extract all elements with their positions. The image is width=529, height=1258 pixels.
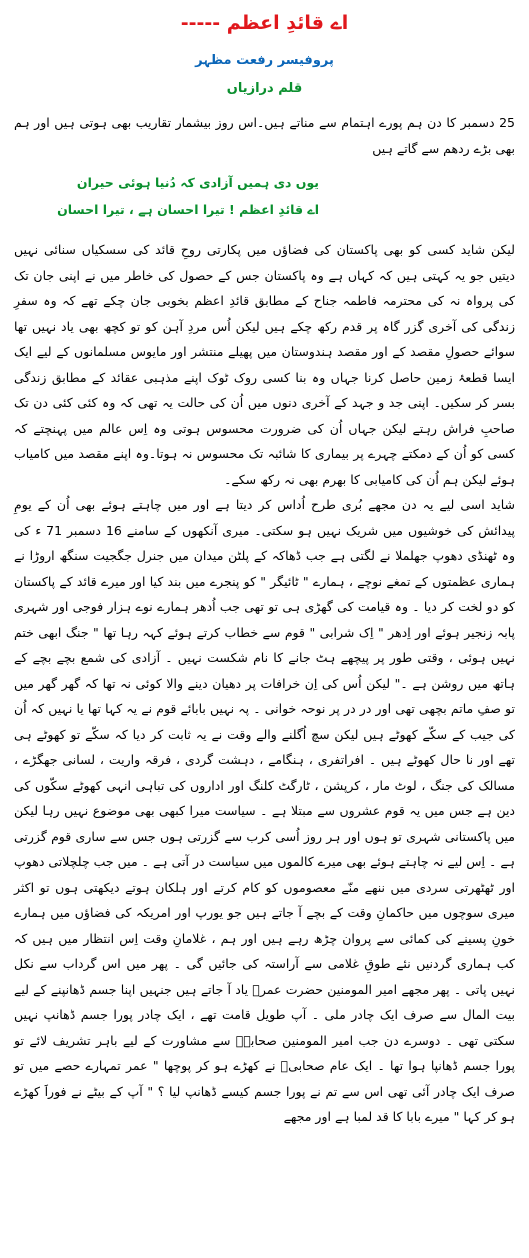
paragraph-body-2: شاید اسی لیے یہ دن مجھے بُری طرح اُداس کر دیتا ہے اور میں چاہتے ہوئے بھی اُن کے یومِ پیدائش کی خوشیوں میں شریک نہیں ہو سکتی۔ میری آنکھوں کے سامنے 16 دسمبر 71 ء کی وہ ٹھنڈی دھوپ جھلملا نے لگتی ہے جب ڈھاکہ کے پلٹن میدان میں جنرل جگجیت سنگھ اروڑا نے ہماری عظمتوں کے تمغے نوچے ، ہمارے " ٹائیگر " کو پنجرے میں بند کیا اور میرے قائد کے پاکستان کو دو لخت کر دیا ۔ وہ قیامت کی گھڑی ہی تو تھی جب اُدھر ہمارے نوے ہزار فوجی اور شہری پابہ زنجیر ہوئے اور اِدھر " اِک شرابی " قوم سے خطاب کرتے ہوئے کہہ رہا تھا " جنگ ابھی ختم نہیں ہوئی ، وقتی طور پر پیچھے ہٹ جانے کا نام شکست نہیں ۔ آزادی کی شمع بچے بچے کے ہاتھ میں روشن ہے ۔" لیکن اُس کی اِن خرافات پر دھیان دینے والا کوئی نہ تھا کہ گھر گھر میں تو صفِ ماتم بچھی تھی اور در در پر نوحہ خوانی ۔ پہ نہیں بابائے قوم نے یہ کہا تھا یا نہیں کہ اُن کی جیب کے سکّے کھوٹے ہیں لیکن سچ اُگلنے والے وقت نے یہ ثابت کر دیا کہ سکّے تو کھوٹے ہی تھے اور نا حال کھوٹے ہیں ۔ افراتفری ، ہنگامے ، دہشت گردی ، فرقہ واریت ، لسانی جھگڑے ، مسالک کی جنگ ، لوٹ مار ، کرپشن ، ٹارگٹ کلنگ اور اداروں کی تباہی انہی کھوٹے سکّوں کی دین ہے جس میں یہ قوم عشروں سے مبتلا ہے ۔ سیاست میرا کبھی بھی موضوع نہیں رہا لیکن میں پاکستانی شہری تو ہوں اور ہر روز اُسی کرب سے گزرتی ہوں جس سے ساری قوم گزرتی ہے ۔ اِس لیے نہ چاہتے ہوئے بھی میرے کالموں میں سیاست در آتی ہے ۔ میں جب چلچلاتی دھوپ اور ٹھٹھرتی سردی میں ننھے منّے معصوموں کو کام کرتے اور ہلکان ہوتے دیکھتی ہوں تو اکثر میری سوچوں میں حاکمانِ وقت کے بچے آ جاتے ہیں جو یورپ اور امریکہ کی فضاؤں میں ہمارے خونِ پسینے کی کمائی سے پروان چڑھ رہے ہیں اور ہم ، غلامانِ وقت اِس انتظار میں ہیں کہ کب ہماری گردنیں نئے طوقِ غلامی سے آراستہ کی جائیں گی ۔ پھر میں اس گرداب سے نکل نہیں پاتی ۔ پھر مجھے امیر المومنین حضرت عمرؓ یاد آ جاتے ہیں جنہیں اپنا جسم ڈھانپنے کے لیے بیت المال سے صرف ایک چادر ملی ۔ آپ طویل قامت تھے ، ایک چادر پورا جسم ڈھانپ نہیں سکتی تھی ۔ دوسرے دن جب امیر المومنین صحابہؓ سے مشاورت کے لیے باہر تشریف لائے تو پورا جسم ڈھانپا ہوا تھا ۔ ایک عام صحابیؓ نے کھڑے ہو کر پوچھا " عمر تمہارے حصے میں تو صرف ایک چادر آئی تھی اس سے تم نے پورا جسم کیسے ڈھانپ لیا ؟ " آپ کے بیٹے نے فوراََ کھڑے ہو کر کہا " میرے بابا کا قد لمبا ہے اور مجھے (14, 497, 516, 1124)
column-name: قلم درازیاں (226, 81, 303, 96)
paragraph-body-1: لیکن شاید کسی کو بھی پاکستان کی فضاؤں میں پکارتی روحِ قائد کی سسکیاں سنائی نہیں دیتیں جو یہ کہتی ہیں کہ کہاں ہے وہ پاکستان جس کے حصول کی خاطر میں نے اپنی جان تک کی پرواہ نہ کی محترمہ فاطمہ جناح کے مطابق قائدِ اعظم بخوبی جان چکے تھے کہ وہ سفرِ زندگی کی آخری گزر گاہ پر قدم رکھ چکے ہیں لیکن اُس مردِ آہن کو تو کچھ بھی یاد نہیں تھا سوائے حصولِ مقصد کے اور مقصد ہندوستان میں پھیلے منتشر اور مایوس مسلمانوں کے لیے ایک ایسا قطعۂ زمین حاصل کرنا جہاں وہ بنا کسی روک ٹوک اپنے مذہبی عقائد کے مطابق زندگی بسر کر سکیں۔ اپنی جد و جہد کے آخری دنوں میں اُن کی حالت یہ تھی کہ وہ کئی کئی دن تک صاحبِ فراش رہتے لیکن جہاں اُن کی ضرورت محسوس ہوتی وہ اِس عالم میں پہنچتے کہ کسی کو اُن کے دمکتے چہرے پر بیماری کا شائبہ تک محسوس نہ ہوتا۔وہ اپنے مقصد میں کامیاب ہوئے لیکن ہم اُن کی کامیابی کا بھرم بھی نہ رکھ سکے۔ (14, 242, 515, 487)
poem-couplet (14, 169, 515, 223)
poem-line-1: یوں دی ہمیں آزادی کہ دُنیا ہوئی حیران (76, 175, 319, 190)
poem-line-2: اے قائدِ اعظم ! تیرا احسان ہے ، تیرا احسان (57, 202, 319, 217)
paragraph-intro: 25 دسمبر کا دن ہم پورے اہتمام سے مناتے ہیں۔اس روز بیشمار تقاریب بھی ہوتی ہیں اور ہم بھی بڑے ردھم سے گاتے ہیں (14, 115, 515, 156)
author-name: پروفیسر رفعت مظہر (195, 53, 334, 68)
article-title: اے قائدِ اعظم ----- (180, 12, 349, 34)
